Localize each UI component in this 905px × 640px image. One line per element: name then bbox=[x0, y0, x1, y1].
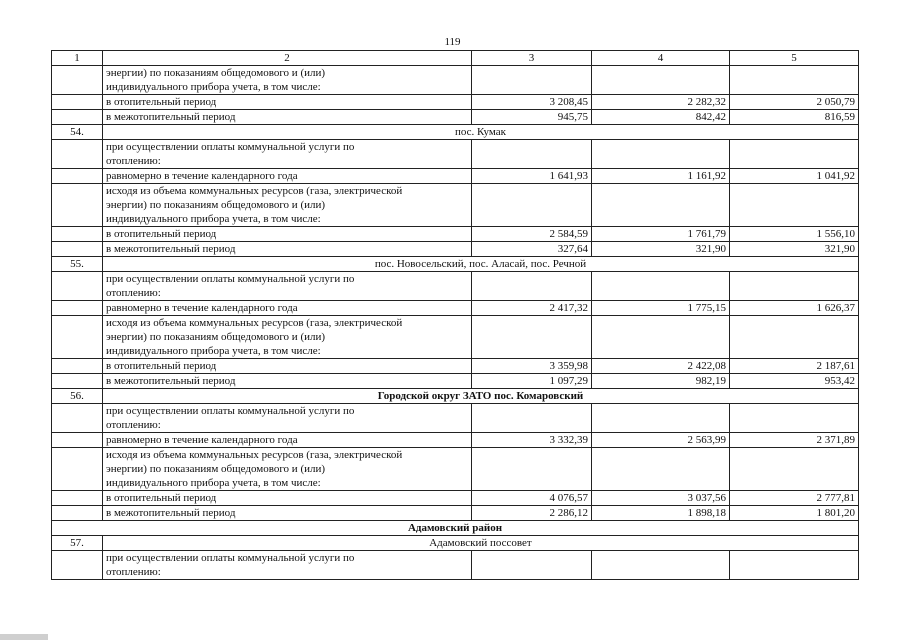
table-row bbox=[52, 491, 859, 506]
section-title: пос. Кумак bbox=[103, 125, 859, 140]
value-col-5: 1 801,20 bbox=[730, 506, 859, 521]
value-col-3: 3 332,39 bbox=[472, 433, 592, 448]
description-cell: равномерно в течение календарного года bbox=[103, 169, 472, 184]
header-col-1: 1 bbox=[52, 51, 103, 66]
description-cell bbox=[103, 272, 472, 301]
description-line: энергии) по показаниям общедомового и (или) bbox=[106, 67, 326, 79]
empty-value-cell bbox=[472, 404, 592, 433]
table-row bbox=[52, 110, 859, 125]
value-col-4: 1 775,15 bbox=[592, 301, 730, 316]
description-line: при осуществлении оплаты коммунальной услуги по bbox=[106, 405, 355, 417]
value-col-4: 2 563,99 bbox=[592, 433, 730, 448]
value-col-3: 4 076,57 bbox=[472, 491, 592, 506]
empty-value-cell bbox=[472, 272, 592, 301]
description-cell: в отопительный период bbox=[103, 95, 472, 110]
empty-value-cell bbox=[472, 316, 592, 359]
description-line: индивидуального прибора учета, в том числе: bbox=[106, 213, 321, 225]
description-cell bbox=[103, 551, 472, 580]
section-row bbox=[52, 257, 859, 272]
description-line: при осуществлении оплаты коммунальной услуги по bbox=[106, 552, 355, 564]
value-col-4: 1 898,18 bbox=[592, 506, 730, 521]
table-row bbox=[52, 140, 859, 169]
value-col-5: 321,90 bbox=[730, 242, 859, 257]
tariff-table bbox=[51, 50, 859, 580]
value-col-3: 945,75 bbox=[472, 110, 592, 125]
empty-value-cell bbox=[472, 184, 592, 227]
row-number-cell bbox=[52, 66, 103, 95]
table-row bbox=[52, 448, 859, 491]
value-col-3: 2 286,12 bbox=[472, 506, 592, 521]
table-row bbox=[52, 242, 859, 257]
value-col-5: 2 187,61 bbox=[730, 359, 859, 374]
empty-value-cell bbox=[592, 316, 730, 359]
description-line: отоплению: bbox=[106, 287, 161, 299]
region-row bbox=[52, 521, 859, 536]
row-number-cell bbox=[52, 374, 103, 389]
section-title: Городской округ ЗАТО пос. Комаровский bbox=[103, 389, 859, 404]
section-number: 55. bbox=[52, 257, 103, 272]
value-col-4: 2 282,32 bbox=[592, 95, 730, 110]
row-number-cell bbox=[52, 359, 103, 374]
description-line: исходя из объема коммунальных ресурсов (газа, электрической bbox=[106, 449, 403, 461]
value-col-5: 1 041,92 bbox=[730, 169, 859, 184]
header-col-4: 4 bbox=[592, 51, 730, 66]
table-row bbox=[52, 506, 859, 521]
empty-value-cell bbox=[472, 448, 592, 491]
empty-value-cell bbox=[730, 316, 859, 359]
row-number-cell bbox=[52, 506, 103, 521]
empty-value-cell bbox=[592, 184, 730, 227]
scan-edge-mark bbox=[0, 634, 48, 640]
section-number: 57. bbox=[52, 536, 103, 551]
table-row bbox=[52, 551, 859, 580]
description-line: индивидуального прибора учета, в том числе: bbox=[106, 345, 321, 357]
description-cell bbox=[103, 448, 472, 491]
description-line: индивидуального прибора учета, в том числе: bbox=[106, 477, 321, 489]
empty-value-cell bbox=[730, 404, 859, 433]
table-row bbox=[52, 433, 859, 448]
description-cell: в отопительный период bbox=[103, 359, 472, 374]
value-col-4: 321,90 bbox=[592, 242, 730, 257]
header-col-3: 3 bbox=[472, 51, 592, 66]
table-row bbox=[52, 169, 859, 184]
page-number: 119 bbox=[444, 36, 461, 48]
section-row bbox=[52, 389, 859, 404]
empty-value-cell bbox=[730, 448, 859, 491]
description-cell: в межотопительный период bbox=[103, 110, 472, 125]
row-number-cell bbox=[52, 227, 103, 242]
table-row bbox=[52, 404, 859, 433]
empty-value-cell bbox=[592, 404, 730, 433]
description-cell: равномерно в течение календарного года bbox=[103, 301, 472, 316]
description-line: отоплению: bbox=[106, 566, 161, 578]
description-cell: в межотопительный период bbox=[103, 242, 472, 257]
empty-value-cell bbox=[472, 66, 592, 95]
row-number-cell bbox=[52, 272, 103, 301]
empty-value-cell bbox=[592, 448, 730, 491]
description-line: индивидуального прибора учета, в том числе: bbox=[106, 81, 321, 93]
empty-value-cell bbox=[730, 140, 859, 169]
row-number-cell bbox=[52, 404, 103, 433]
row-number-cell bbox=[52, 301, 103, 316]
value-col-5: 1 556,10 bbox=[730, 227, 859, 242]
description-line: энергии) по показаниям общедомового и (или) bbox=[106, 199, 326, 211]
empty-value-cell bbox=[730, 66, 859, 95]
row-number-cell bbox=[52, 95, 103, 110]
description-line: энергии) по показаниям общедомового и (или) bbox=[106, 463, 326, 475]
header-col-5: 5 bbox=[730, 51, 859, 66]
empty-value-cell bbox=[592, 551, 730, 580]
empty-value-cell bbox=[730, 272, 859, 301]
table-row bbox=[52, 374, 859, 389]
value-col-3: 3 208,45 bbox=[472, 95, 592, 110]
value-col-3: 3 359,98 bbox=[472, 359, 592, 374]
description-line: исходя из объема коммунальных ресурсов (газа, электрической bbox=[106, 185, 403, 197]
header-col-2: 2 bbox=[103, 51, 472, 66]
description-cell bbox=[103, 66, 472, 95]
value-col-5: 1 626,37 bbox=[730, 301, 859, 316]
value-col-4: 1 761,79 bbox=[592, 227, 730, 242]
value-col-4: 3 037,56 bbox=[592, 491, 730, 506]
table-row bbox=[52, 66, 859, 95]
description-line: при осуществлении оплаты коммунальной услуги по bbox=[106, 141, 355, 153]
row-number-cell bbox=[52, 184, 103, 227]
table-row bbox=[52, 95, 859, 110]
section-title: пос. Новосельский, пос. Аласай, пос. Речной bbox=[103, 257, 859, 272]
value-col-4: 2 422,08 bbox=[592, 359, 730, 374]
value-col-5: 2 777,81 bbox=[730, 491, 859, 506]
description-cell: в отопительный период bbox=[103, 491, 472, 506]
row-number-cell bbox=[52, 433, 103, 448]
description-line: отоплению: bbox=[106, 155, 161, 167]
section-row bbox=[52, 536, 859, 551]
value-col-5: 816,59 bbox=[730, 110, 859, 125]
row-number-cell bbox=[52, 140, 103, 169]
description-line: энергии) по показаниям общедомового и (или) bbox=[106, 331, 326, 343]
value-col-3: 1 097,29 bbox=[472, 374, 592, 389]
value-col-5: 2 371,89 bbox=[730, 433, 859, 448]
value-col-3: 327,64 bbox=[472, 242, 592, 257]
description-cell bbox=[103, 184, 472, 227]
value-col-4: 842,42 bbox=[592, 110, 730, 125]
section-row bbox=[52, 125, 859, 140]
section-title: Адамовский поссовет bbox=[103, 536, 859, 551]
table-row bbox=[52, 227, 859, 242]
empty-value-cell bbox=[730, 551, 859, 580]
row-number-cell bbox=[52, 316, 103, 359]
description-cell bbox=[103, 316, 472, 359]
description-cell: в межотопительный период bbox=[103, 374, 472, 389]
value-col-3: 2 584,59 bbox=[472, 227, 592, 242]
description-cell: равномерно в течение календарного года bbox=[103, 433, 472, 448]
table-row bbox=[52, 359, 859, 374]
description-cell bbox=[103, 404, 472, 433]
row-number-cell bbox=[52, 551, 103, 580]
value-col-3: 2 417,32 bbox=[472, 301, 592, 316]
row-number-cell bbox=[52, 448, 103, 491]
table-header-row bbox=[52, 51, 859, 66]
description-line: исходя из объема коммунальных ресурсов (газа, электрической bbox=[106, 317, 403, 329]
empty-value-cell bbox=[592, 66, 730, 95]
value-col-4: 1 161,92 bbox=[592, 169, 730, 184]
table-row bbox=[52, 184, 859, 227]
table-row bbox=[52, 316, 859, 359]
description-line: отоплению: bbox=[106, 419, 161, 431]
value-col-5: 2 050,79 bbox=[730, 95, 859, 110]
table-row bbox=[52, 272, 859, 301]
empty-value-cell bbox=[592, 272, 730, 301]
description-cell: в межотопительный период bbox=[103, 506, 472, 521]
region-title: Адамовский район bbox=[52, 521, 859, 536]
empty-value-cell bbox=[592, 140, 730, 169]
section-number: 56. bbox=[52, 389, 103, 404]
description-line: при осуществлении оплаты коммунальной услуги по bbox=[106, 273, 355, 285]
value-col-5: 953,42 bbox=[730, 374, 859, 389]
table-row bbox=[52, 301, 859, 316]
description-cell bbox=[103, 140, 472, 169]
empty-value-cell bbox=[472, 551, 592, 580]
value-col-3: 1 641,93 bbox=[472, 169, 592, 184]
row-number-cell bbox=[52, 169, 103, 184]
section-number: 54. bbox=[52, 125, 103, 140]
empty-value-cell bbox=[472, 140, 592, 169]
row-number-cell bbox=[52, 491, 103, 506]
row-number-cell bbox=[52, 110, 103, 125]
row-number-cell bbox=[52, 242, 103, 257]
value-col-4: 982,19 bbox=[592, 374, 730, 389]
empty-value-cell bbox=[730, 184, 859, 227]
description-cell: в отопительный период bbox=[103, 227, 472, 242]
